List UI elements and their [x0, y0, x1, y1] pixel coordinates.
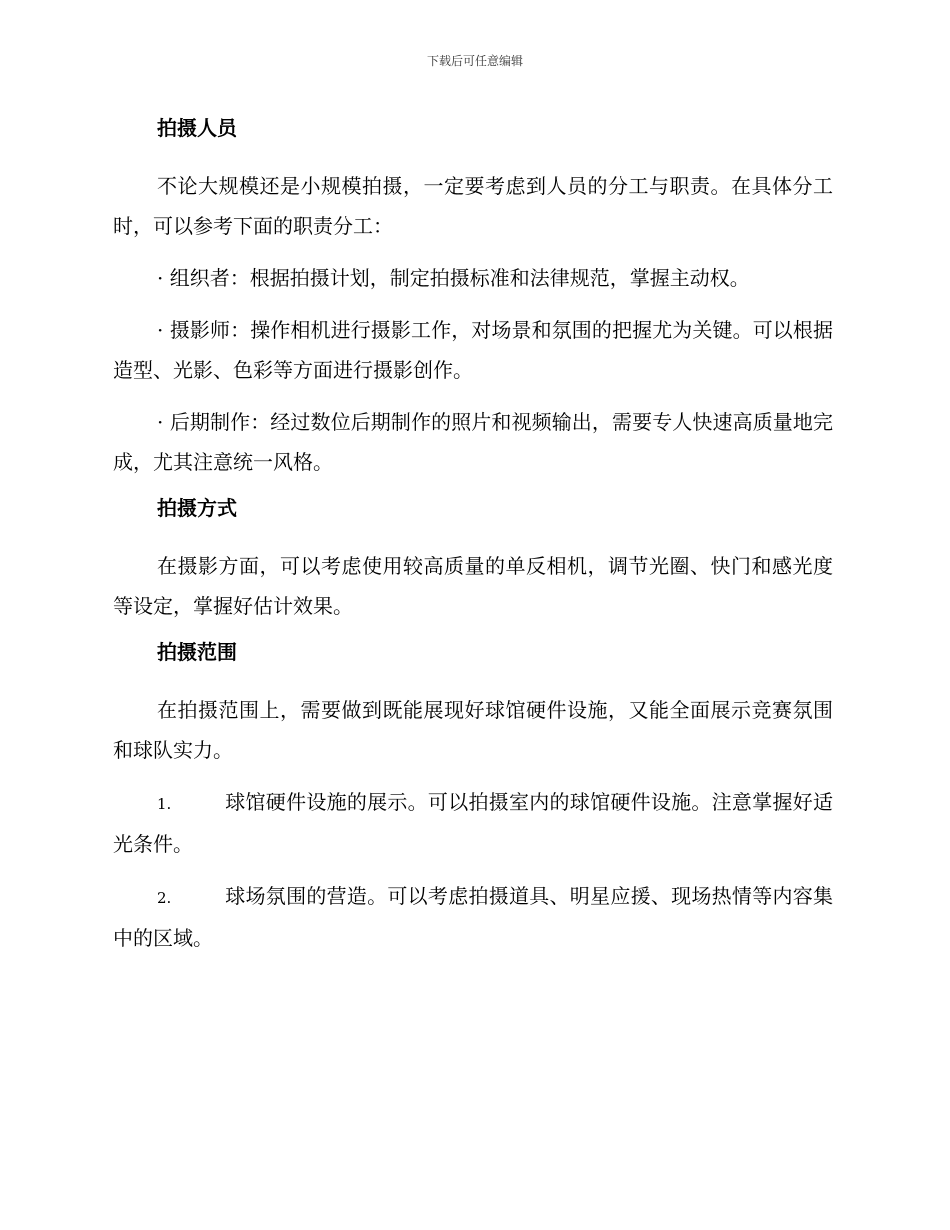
- numbered-item-text: 球场氛围的营造。可以考虑拍摄道具、明星应援、现场热情等内容集中的区域。: [113, 884, 833, 950]
- numbered-item: [113, 876, 833, 958]
- numbered-item-text: 球馆硬件设施的展示。可以拍摄室内的球馆硬件设施。注意掌握好适光条件。: [113, 790, 833, 856]
- section-heading-method: 拍摄方式: [157, 496, 237, 520]
- bullet-organizer: · 组织者：根据拍摄计划，制定拍摄标准和法律规范，掌握主动权。: [157, 266, 750, 290]
- document-body: [113, 114, 833, 970]
- bullet-photographer: · 摄影师：操作相机进行摄影工作，对场景和氛围的把握尤为关键。可以根据造型、光影、色彩等方面进行摄影创作。: [113, 318, 833, 382]
- list-number: 2.: [157, 889, 172, 907]
- paragraph: 在拍摄范围上，需要做到既能展现好球馆硬件设施，又能全面展示竞赛氛围和球队实力。: [113, 698, 833, 762]
- numbered-item: [113, 782, 833, 864]
- paragraph: 在摄影方面，可以考虑使用较高质量的单反相机，调节光圈、快门和感光度等设定，掌握好估计效果。: [113, 554, 833, 618]
- list-number: 1.: [157, 795, 172, 813]
- page-header-note: 下载后可任意编辑: [426, 54, 523, 68]
- section-heading-staff: 拍摄人员: [157, 116, 237, 140]
- bullet-post-production: · 后期制作：经过数位后期制作的照片和视频输出，需要专人快速高质量地完成，尤其注意统一风格。: [113, 410, 833, 474]
- paragraph: 不论大规模还是小规模拍摄，一定要考虑到人员的分工与职责。在具体分工时，可以参考下面的职责分工：: [113, 174, 833, 238]
- section-heading-scope: 拍摄范围: [157, 640, 237, 664]
